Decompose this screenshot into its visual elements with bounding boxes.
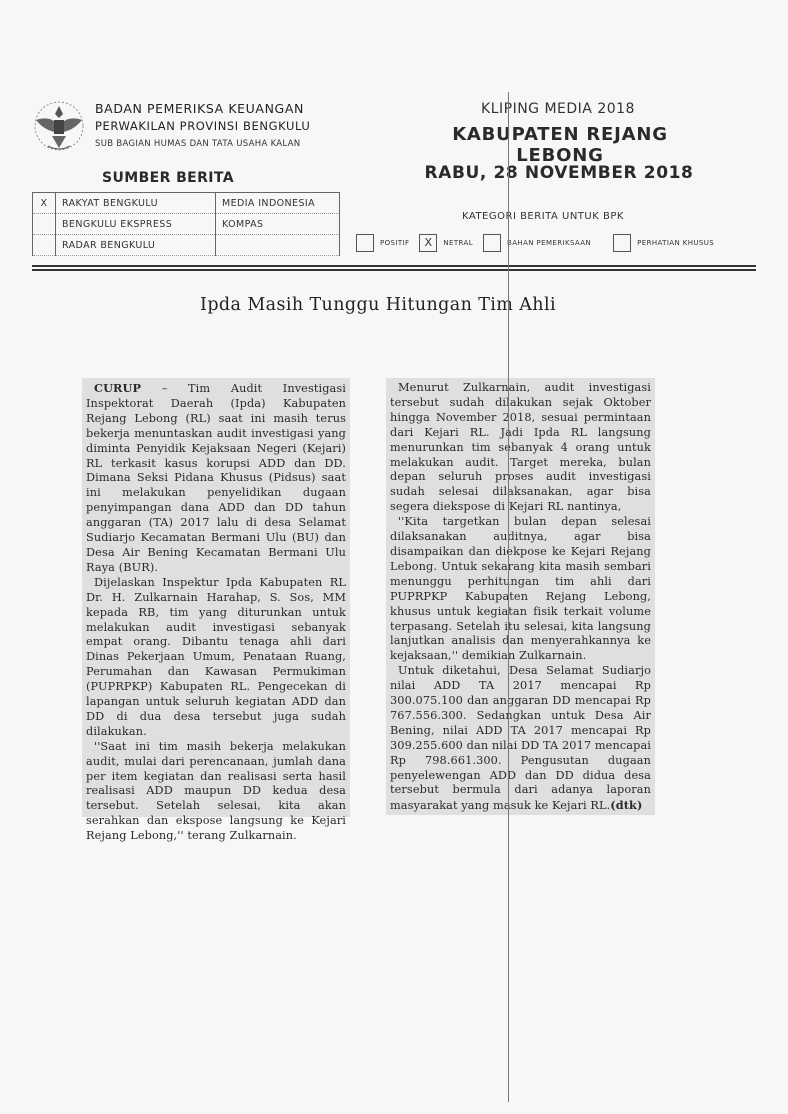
article-paragraph: Menurut Zulkarnain, audit investigasi tersebut sudah dilakukan sejak Oktober hingga November 2018, sesuai permintaan dari Kejari RL. Jadi Ipda RL langsung menurunkan tim sebanyak 4 orang untuk melakukan audit. Target mereka, bulan depan seluruh proses audit investigasi sudah selesai dilaksanakan, agar bisa segera diekspose di Kejari RL nantinya, (390, 381, 651, 514)
category-title: KATEGORI BERITA UNTUK BPK (462, 211, 624, 222)
bpk-garuda-logo-icon (28, 96, 90, 156)
source-name: MEDIA INDONESIA (216, 193, 340, 214)
source-check (33, 214, 56, 235)
source-name: RAKYAT BENGKULU (56, 193, 216, 214)
source-name (216, 235, 340, 256)
source-name: RADAR BENGKULU (56, 235, 216, 256)
header-divider (32, 269, 756, 271)
category-checkbox-positif (356, 234, 374, 252)
kliping-title: KLIPING MEDIA 2018 (481, 101, 635, 117)
category-checkbox-netral: X (419, 234, 437, 252)
category-options (356, 234, 724, 252)
category-checkbox-perhatian (613, 234, 631, 252)
source-row (33, 193, 340, 214)
source-row (33, 235, 340, 256)
category-label: BAHAN PEMERIKSAAN (507, 239, 592, 247)
region-title: KABUPATEN REJANG LEBONG (452, 124, 668, 166)
article-column-right (386, 378, 655, 815)
publication-date: RABU, 28 NOVEMBER 2018 (424, 163, 694, 183)
source-row (33, 214, 340, 235)
source-name: KOMPAS (216, 214, 340, 235)
source-title: SUMBER BERITA (102, 170, 234, 186)
scan-fold-line (508, 92, 509, 1102)
article-paragraph: ''Saat ini tim masih bekerja melakukan audit, mulai dari perencanaan, jumlah dana per item kegiatan dan realisasi serta hasil realisasi ADD maupun DD kedua desa tersebut. Setelah selesai, kita akan serahkan dan ekspose langsung ke Kejari Rejang Lebong,'' terang Zulkarnain. (86, 739, 346, 843)
article-dateline: CURUP (94, 381, 142, 395)
article-paragraph: Dijelaskan Inspektur Ipda Kabupaten RL Dr. H. Zulkarnain Harahap, S. Sos, MM kepada RB, tim yang diturunkan untuk melakukan audit investigasi sebanyak empat orang. Dibantu tenaga ahli dari Dinas Pekerjaan Umum, Penataan Ruang, Perumahan dan Kawasan Permukiman (PUPRPKP) Kabupaten RL. Pengecekan di lapangan untuk seluruh kegiatan ADD dan DD di dua desa tersebut juga sudah dilakukan. (86, 575, 346, 738)
article-column-left (82, 378, 350, 843)
org-name: BADAN PEMERIKSA KEUANGAN (95, 101, 304, 116)
article-paragraph (390, 664, 651, 814)
source-table (32, 192, 340, 256)
source-check: X (33, 193, 56, 214)
article-headline: Ipda Masih Tunggu Hitungan Tim Ahli (200, 295, 556, 315)
source-check (33, 235, 56, 256)
category-label: PERHATIAN KHUSUS (637, 239, 715, 247)
category-label: POSITIF (380, 239, 410, 247)
source-name: BENGKULU EKSPRESS (56, 214, 216, 235)
header-divider (32, 265, 756, 267)
article-byline: (dtk) (610, 798, 643, 813)
category-label: NETRAL (443, 239, 474, 247)
article-lead: – Tim Audit Investigasi Inspektorat Daerah (Ipda) Kabupaten Rejang Lebong (RL) saat ini masih terus bekerja menuntaskan audit investigasi yang diminta Penyidik Kejaksaan Negeri (Kejari) RL terkasit kasus korupsi ADD dan DD. Dimana Seksi Pidana Khusus (Pidsus) saat ini melakukan penyelidikan dugaan penyimpangan dana ADD dan DD tahun anggaran (TA) 2017 lalu di desa Selamat Sudiarjo Kecamatan Bermani Ulu (BU) dan Desa Air Bening Kecamatan Bermani Ulu Raya (BUR). (86, 382, 346, 574)
org-branch: PERWAKILAN PROVINSI BENGKULU (95, 119, 311, 133)
category-checkbox-bahan (483, 234, 501, 252)
article-paragraph: ''Kita targetkan bulan depan selesai dilaksanakan auditnya, agar bisa disampaikan dan diekpose ke Kejari Rejang Lebong. Untuk sekarang kita masih sembari menunggu perhitungan tim ahli dari PUPRPKP Kabupaten Rejang Lebong, khusus untuk kegiatan fisik terkait volume terpasang. Setelah itu selesai, kita langsung lanjutkan analisis dan menyerahkannya ke kejaksaan,'' demikian Zulkarnain. (390, 515, 651, 663)
org-subdivision: SUB BAGIAN HUMAS DAN TATA USAHA KALAN (95, 139, 301, 149)
article-closing: Untuk diketahui, Desa Selamat Sudiarjo nilai ADD TA 2017 mencapai Rp 300.075.100 dan anggaran DD mencapai Rp 767.556.300. Sedangkan untuk Desa Air Bening, nilai ADD TA 2017 mencapai Rp 309.255.600 dan nilai DD TA 2017 mencapai Rp 798.661.300. Pengusutan dugaan penyelewengan ADD dan DD didua desa tersebut bermula dari adanya laporan masyarakat yang masuk ke Kejari RL. (390, 664, 651, 813)
article-paragraph (86, 381, 346, 576)
